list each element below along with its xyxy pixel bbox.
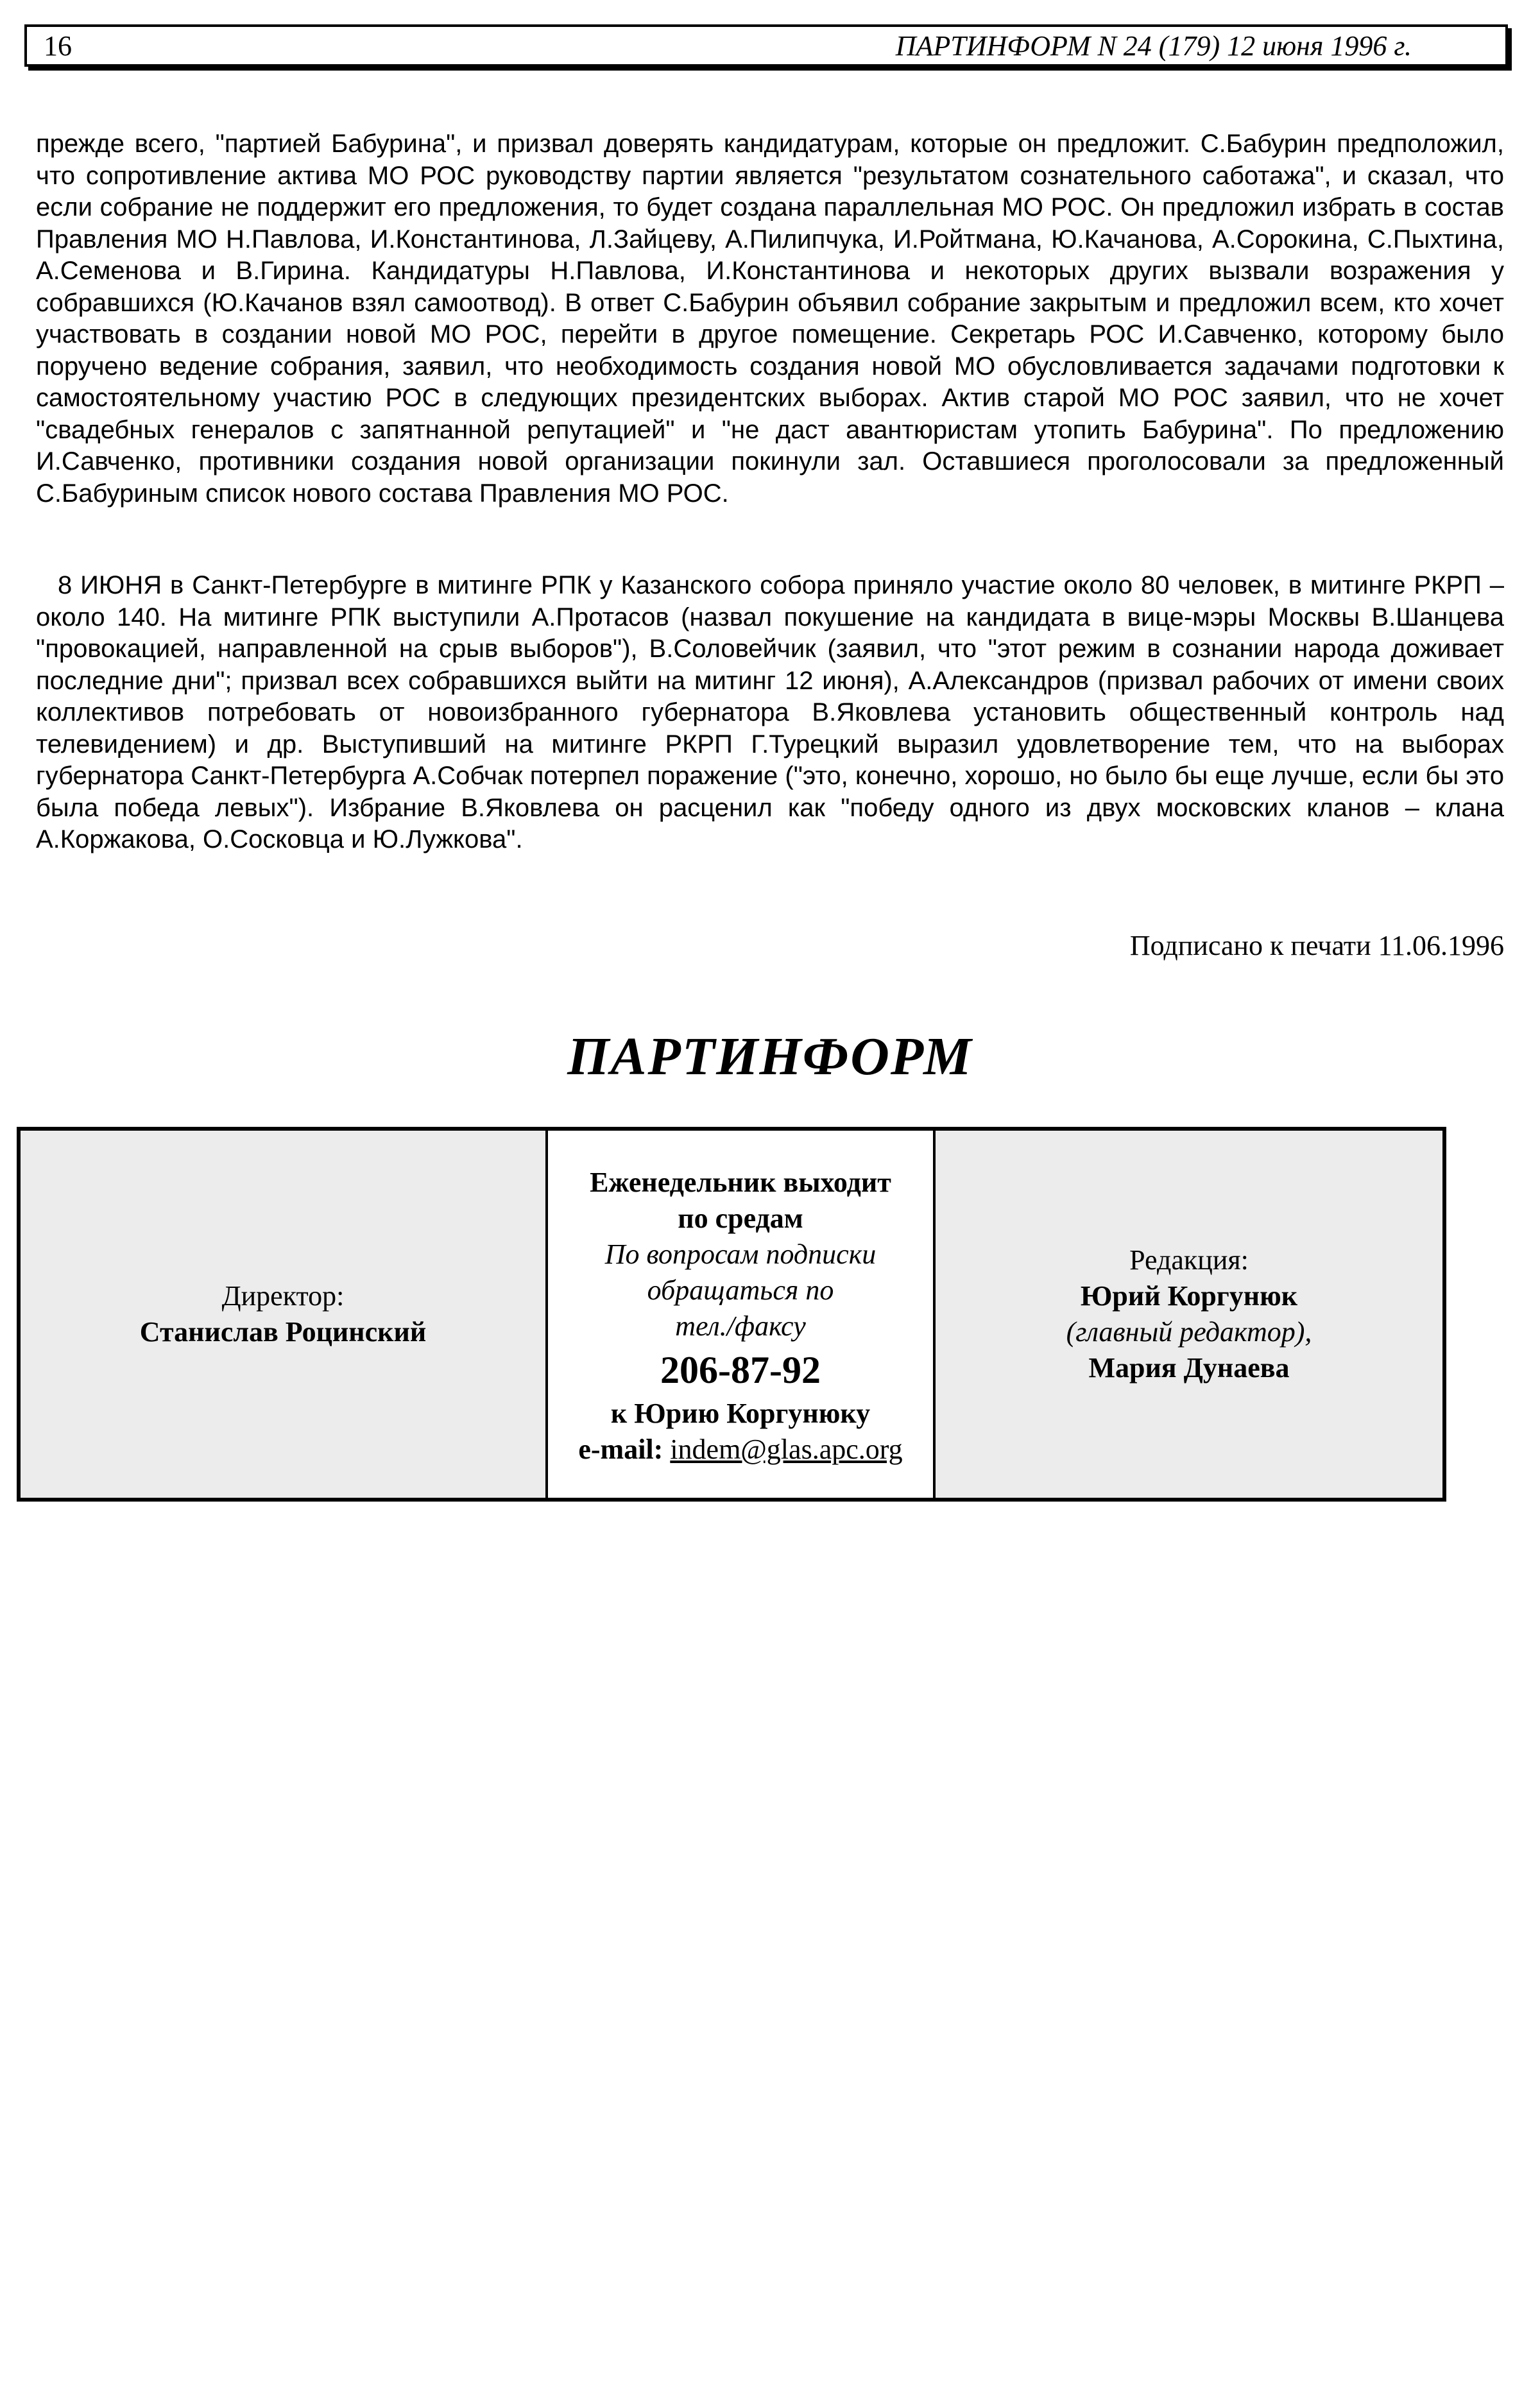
subscription-cell <box>548 1131 936 1498</box>
article-paragraph-2: 8 ИЮНЯ в Санкт-Петербурге в митинге РПК у Казанского собора приняло участие около 80 человек, в митинге РКРП – около 140. На митинге РПК выступили А.Протасов (назвал покушение на кандидата в вице-мэры Москвы В.Шанцева "провокацией, направленной на срыв выборов"), В.Соловейчик (заявил, что "этот режим в сознании народа доживает последние дни"; призвал всех собравшихся выйти на митинг 12 июня), А.Александров (призвал рабочих от имени своих коллективов потребовать от новоизбранного губернатора В.Яковлева установить общественный контроль над телевидением) и др. Выступивший на митинге РКРП Г.Турецкий выразил удовлетворение тем, что на выборах губернатора Санкт-Петербурга А.Собчак потерпел поражение ("это, конечно, хорошо, но было бы еще лучше, если бы это была победа левых"). Избрание В.Яковлева он расценил как "победу одного из двух московских кланов – клана А.Коржакова, О.Сосковца и Ю.Лужкова". <box>36 571 1504 853</box>
subscription-line-1: По вопросам подписки <box>604 1238 877 1270</box>
editor-role: (главный редактор), <box>1066 1316 1312 1348</box>
email-label: e-mail: <box>578 1434 663 1465</box>
subscription-line-3: тел./факсу <box>675 1310 806 1342</box>
editorial-label: Редакция: <box>1129 1244 1249 1276</box>
article-paragraph-1: прежде всего, "партией Бабурина", и призвал доверять кандидатурам, которые он предложит. С.Бабурин предположил, что сопротивление актива МО РОС руководству партии является "результатом сознательного саботажа", и сказал, что если собрание не поддержит его предложения, то будет создана параллельная МО РОС. Он предложил избрать в состав Правления МО Н.Павлова, И.Константинова, Л.Зайцеву, А.Пилипчука, И.Ройтмана, Ю.Качанова, А.Сорокина, С.Пыхтина, А.Семенова и В.Гирина. Кандидатуры Н.Павлова, И.Константинова и некоторых других вызвали возражения у собравшихся (Ю.Качанов взял самоотвод). В ответ С.Бабурин объявил собрание закрытым и предложил всем, кто хочет участвовать в создании новой МО РОС, перейти в другое помещение. Секретарь РОС И.Савченко, которому было поручено ведение собрания, заявил, что необходимость создания новой МО обусловливается задачами подготовки к самостоятельному участию РОС в следующих президентских выборах. Актив старой МО РОС заявил, что не хочет "свадебных генералов с запятнанной репутацией" и "не даст авантюристам утопить Бабурина". По предложению И.Савченко, противники создания новой организации покинули зал. Оставшиеся проголосовали за предложенный С.Бабуриным список нового состава Правления МО РОС. <box>36 130 1504 508</box>
phone-number: 206-87-92 <box>660 1349 821 1391</box>
masthead-title: ПАРТИНФОРМ <box>567 1027 973 1086</box>
director-cell <box>21 1131 548 1498</box>
publication-line: ПАРТИНФОРМ N 24 (179) 12 июня 1996 г. <box>895 30 1412 62</box>
email-link[interactable]: indem@glas.apc.org <box>670 1434 903 1465</box>
email-line <box>578 1432 902 1468</box>
signed-to-print: Подписано к печати 11.06.1996 <box>1129 930 1504 961</box>
page-header <box>24 24 1508 67</box>
director-name: Станислав Роцинский <box>139 1316 427 1348</box>
contact-person: к Юрию Коргунюку <box>610 1398 871 1429</box>
weekly-line-2: по средам <box>678 1203 803 1234</box>
page-number: 16 <box>44 30 72 62</box>
editorial-cell <box>936 1131 1442 1498</box>
editor-name: Юрий Коргунюк <box>1080 1280 1298 1312</box>
imprint-box <box>17 1127 1446 1502</box>
editor-2-name: Мария Дунаева <box>1088 1352 1290 1384</box>
director-label: Директор: <box>221 1280 345 1312</box>
subscription-line-2: обращаться по <box>647 1274 834 1306</box>
weekly-line-1: Еженедельник выходит <box>590 1167 891 1198</box>
